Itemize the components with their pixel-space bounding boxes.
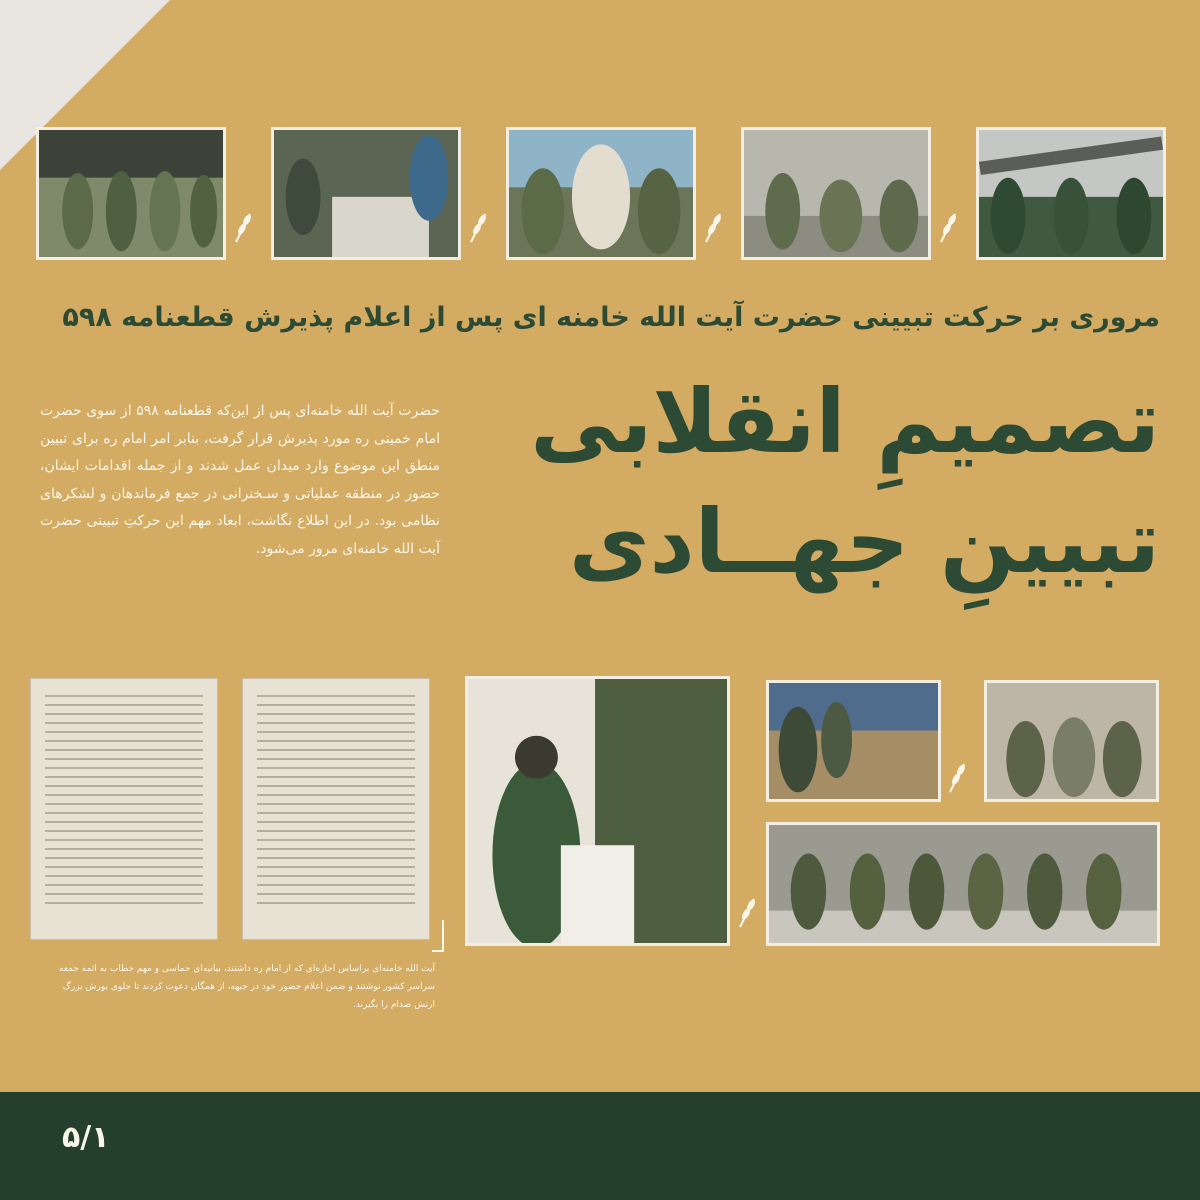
page-number: ۵/۱ — [62, 1120, 110, 1155]
wheat-sprig-icon — [946, 760, 968, 794]
photo-group-meeting — [766, 822, 1160, 946]
wheat-sprig-icon — [702, 210, 724, 244]
photo-speech-podium — [465, 676, 730, 946]
photo-seated-meeting — [741, 127, 931, 260]
document-caption: آیت الله خامنه‌ای براساس اجازه‌ای که از امام ره داشتند، بیانیه‌ای حماسی و مهم خطاب به ائمه جمعه سراسر کشور نوشتند و ضمن اعلام حضور خود در جبهه، از همگان دعوت کردند تا جلوی یورش بزرگ ارتش صدام را بگیرند. — [58, 964, 435, 1010]
wheat-sprig-icon — [467, 210, 489, 244]
photo-soldiers-walking — [36, 127, 226, 260]
wheat-sprig-icon — [232, 210, 254, 244]
subtitle: مروری بر حرکت تبیینی حضرت آیت الله خامنه ای پس از اعلام پذیرش قطعنامه ۵۹۸ — [62, 302, 1160, 333]
wheat-sprig-icon — [736, 895, 758, 929]
photo-hall-audience — [766, 680, 941, 802]
wheat-sprig-icon — [937, 210, 959, 244]
photo-commanders-seated — [984, 680, 1159, 802]
document-page-right — [242, 678, 430, 940]
document-page-left — [30, 678, 218, 940]
caption-bracket — [432, 920, 444, 952]
headline-line-1: تصمیمِ انقلابی — [530, 370, 1160, 473]
photo-meal-gathering — [271, 127, 461, 260]
headline-line-2: تبیینِ جهــادی — [568, 490, 1160, 593]
photo-leader-with-soldiers — [506, 127, 696, 260]
intro-paragraph: حضرت آیت الله خامنه‌ای پس از این‌که قطعنامه ۵۹۸ از سوی حضرت امام خمینی ره مورد پذیرش قرار گرفت، بنابر امر امام ره برای تبیین منطق این موضوع وارد میدان عمل شدند و از جمله اقدامات ایشان، حضور در منطقه عملیاتی و سـخنرانی در جمع فرماندهان و لشکرهای نظامی بود. در این اطلاع نگاشت، ابعاد مهم این حرکتِ تبیینی حضرت آیت الله خامنه‌ای مرور می‌شود. — [40, 403, 441, 557]
footer-bar — [0, 1092, 1200, 1200]
headline — [460, 362, 1160, 602]
photo-soldiers-by-tank — [976, 127, 1166, 260]
